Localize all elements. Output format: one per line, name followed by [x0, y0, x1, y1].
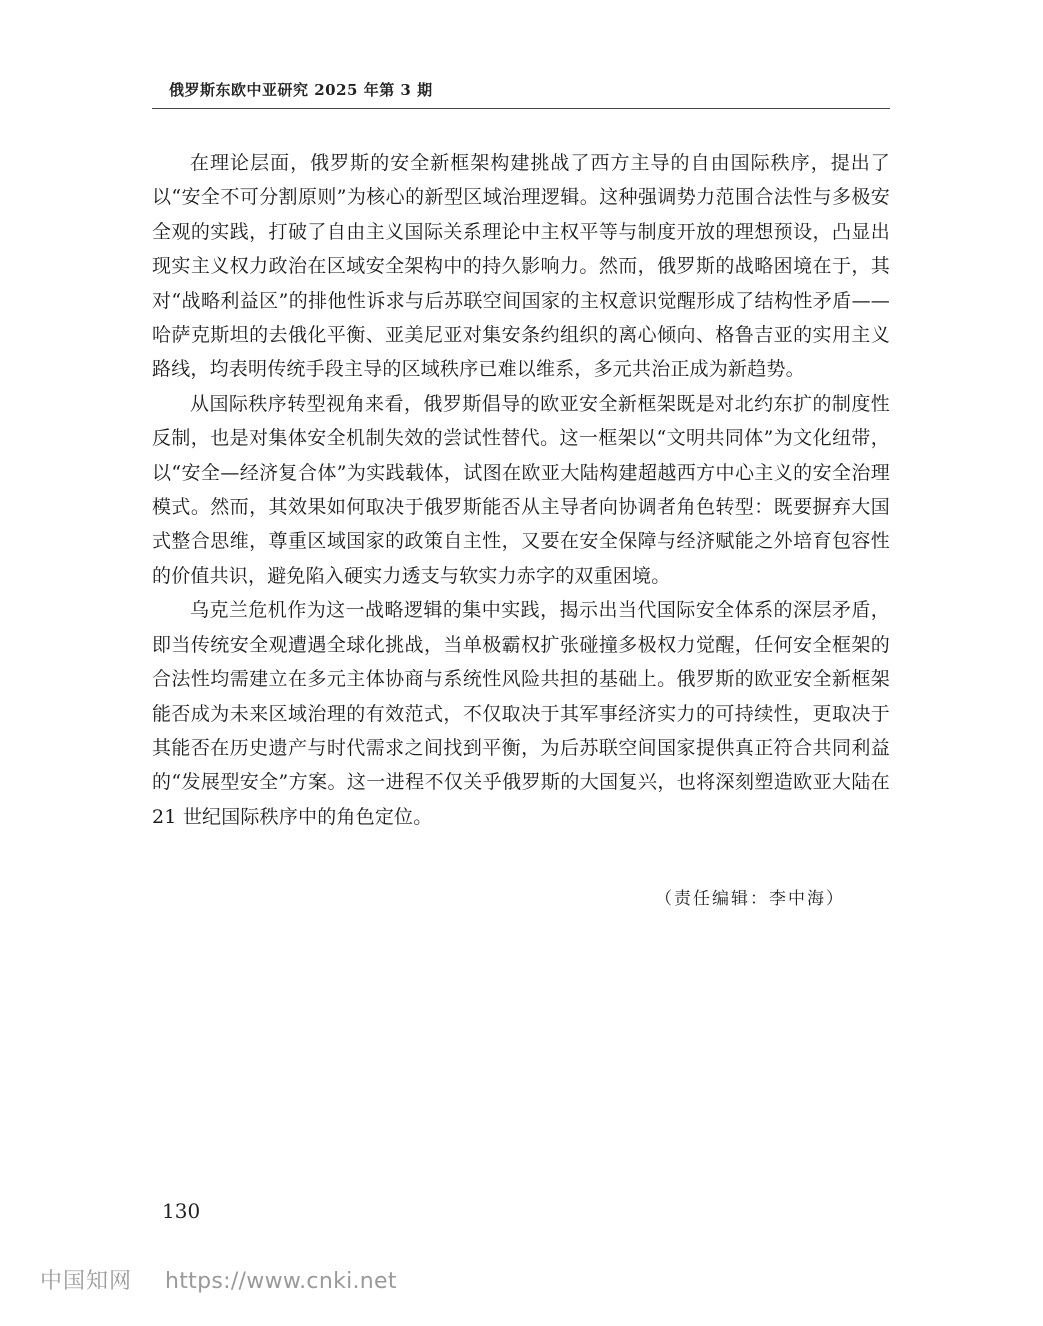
paragraph-1: 在理论层面，俄罗斯的安全新框架构建挑战了西方主导的自由国际秩序，提出了以“安全不可分割原则”为核心的新型区域治理逻辑。这种强调势力范围合法性与多极安全观的实践，打破了自由主义国际关系理论中主权平等与制度开放的理想预设，凸显出现实主义权力政治在区域安全架构中的持久影响力。然而，俄罗斯的战略困境在于，其对“战略利益区”的排他性诉求与后苏联空间国家的主权意识觉醒形成了结构性矛盾——哈萨克斯坦的去俄化平衡、亚美尼亚对集安条约组织的离心倾向、格鲁吉亚的实用主义路线，均表明传统手段主导的区域秩序已难以维系，多元共治正成为新趋势。	[152, 152, 890, 381]
journal-title: 俄罗斯东欧中亚研究 2025 年第 3 期	[169, 81, 433, 99]
paragraph-3: 乌克兰危机作为这一战略逻辑的集中实践，揭示出当代国际安全体系的深层矛盾，即当传统安全观遭遇全球化挑战，当单极霸权扩张碰撞多极权力觉醒，任何安全框架的合法性均需建立在多元主体协商与系统性风险共担的基础上。俄罗斯的欧亚安全新框架能否成为未来区域治理的有效范式，不仅取决于其军事经济实力的可持续性，更取决于其能否在历史遗产与时代需求之间找到平衡，为后苏联空间国家提供真正符合共同利益的“发展型安全”方案。这一进程不仅关乎俄罗斯的大国复兴，也将深刻塑造欧亚大陆在 21 世纪国际秩序中的角色定位。	[152, 599, 890, 828]
responsible-editor-note: （责任编辑：李中海）	[655, 889, 845, 909]
paragraph-2: 从国际秩序转型视角来看，俄罗斯倡导的欧亚安全新框架既是对北约东扩的制度性反制，也是对集体安全机制失效的尝试性替代。这一框架以“文明共同体”为文化纽带，以“安全—经济复合体”为实践载体，试图在欧亚大陆构建超越西方中心主义的安全治理模式。然而，其效果如何取决于俄罗斯能否从主导者向协调者角色转型：既要摒弃大国式整合思维，尊重区域国家的政策自主性，又要在安全保障与经济赋能之外培育包容性的价值共识，避免陷入硬实力透支与软实力赤字的双重困境。	[152, 392, 890, 587]
article-body	[152, 146, 890, 834]
watermark-brand: 中国知网	[40, 1269, 133, 1294]
watermark-url[interactable]: https://www.cnki.net	[165, 1269, 397, 1294]
page-number: 130	[162, 1199, 201, 1223]
cnki-watermark	[40, 1264, 397, 1295]
running-header	[152, 76, 890, 109]
